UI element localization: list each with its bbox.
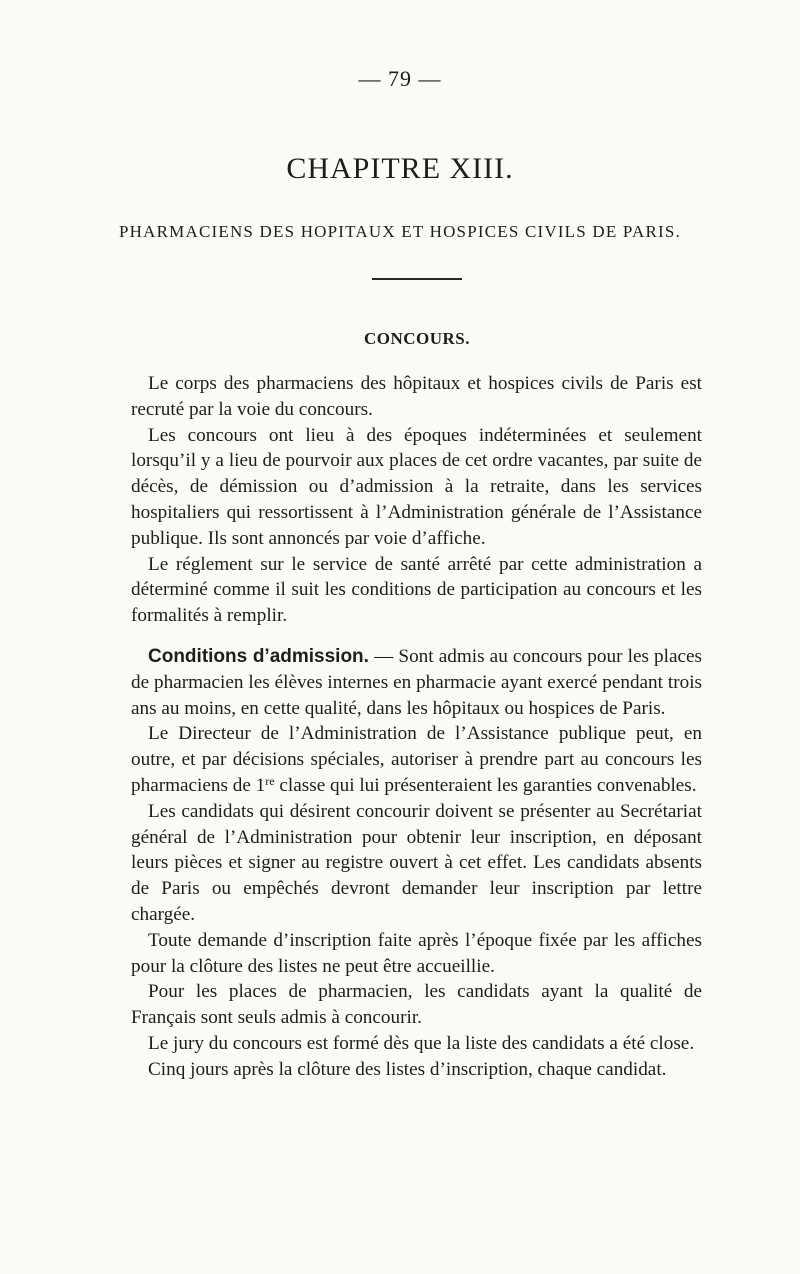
paragraph-inscription: Les candidats qui désirent concourir doivent se présenter au Secrétariat général de l’Administration pour obtenir leur inscription, en déposant leurs pièces et signer au registre ouvert à cet effet. Les candidats absents de Paris ou empêchés devront demander leur inscription par lettre chargée. <box>131 800 702 925</box>
paragraph-recruitment: Le corps des pharmaciens des hôpitaux et hospices civils de Paris est recruté par la voie du concours. <box>131 373 702 420</box>
paragraph-francais: Pour les places de pharmacien, les candidats ayant la qualité de Français sont seuls admis à concourir. <box>131 981 702 1029</box>
directeur-text-after: classe qui lui présenteraient les garanties convenables. <box>274 774 697 796</box>
conditions-heading: Conditions d’admission. <box>148 646 369 667</box>
section-divider <box>372 278 462 280</box>
paragraph-conditions <box>131 644 702 721</box>
paragraph-directeur <box>131 721 702 798</box>
conditions-text: — Sont admis au concours pour les places de pharmacien les élèves internes en pharmacie ayant exercé pendant trois ans au moins, en cette qualité, dans les hôpitaux ou hospices de Paris. <box>131 646 702 719</box>
conditions-paragraphs <box>131 644 702 1083</box>
chapter-title: CHAPITRE XIII. <box>286 152 514 185</box>
page-number: — 79 — <box>358 66 442 91</box>
paragraph-jury: Le jury du concours est formé dès que la liste des candidats a été close. <box>148 1032 695 1054</box>
chapter-subtitle: PHARMACIENS DES HOPITAUX ET HOSPICES CIVILS DE PARIS. <box>119 222 681 241</box>
intro-paragraphs <box>131 371 702 629</box>
ordinal-superscript: re <box>265 773 275 788</box>
paragraph-concours-dates: Les concours ont lieu à des époques indéterminées et seulement lorsqu’il y a lieu de pourvoir aux places de cet ordre vacantes, par suite de décès, de démission ou d’admission à la retraite, dans les services hospitaliers qui ressortissent à l’Administration générale de l’Assistance publique. Ils sont annoncés par voie d’affiche. <box>131 424 702 549</box>
paragraph-reglement: Le réglement sur le service de santé arrêté par cette administration a déterminé comme il suit les conditions de participation au concours et les formalités à remplir. <box>131 553 702 627</box>
paragraph-demande: Toute demande d’inscription faite après l’époque fixée par les affiches pour la clôture des listes ne peut être accueillie. <box>131 929 702 977</box>
section-title: CONCOURS. <box>363 329 471 348</box>
paragraph-cinq-jours: Cinq jours après la clôture des listes d’inscription, chaque candidat. <box>148 1058 667 1080</box>
directeur-text-before: Le Directeur de l’Administration de l’Assistance publique peut, en outre, et par décisions spéciales, autoriser à prendre part au concours les pharmaciens de 1 <box>131 723 702 796</box>
